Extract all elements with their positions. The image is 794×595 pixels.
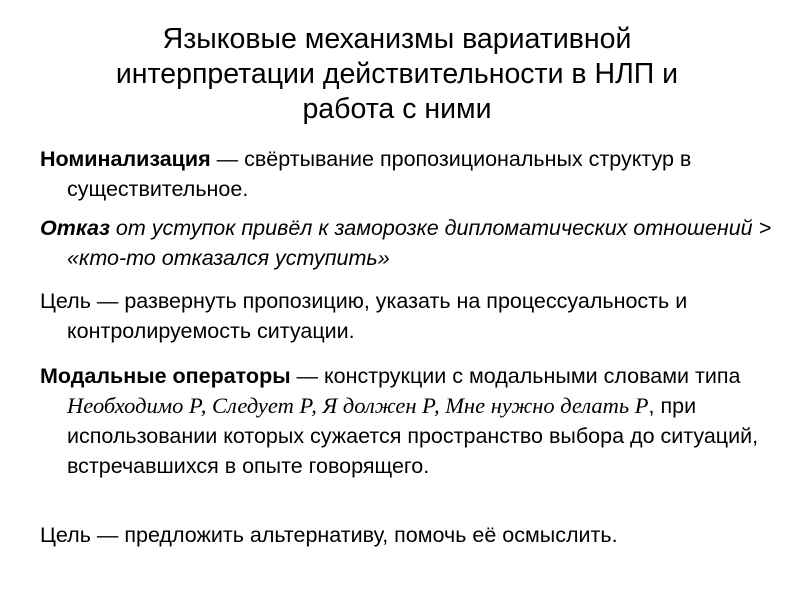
example-text: от уступок привёл к заморозке дипломатических отношений > «кто-то отказался уступить» [67, 216, 772, 270]
nominalization-term: Номинализация [40, 147, 211, 171]
modal-examples: Необходимо Р, Следует Р, Я должен Р, Мне нужно делать Р [67, 393, 649, 418]
nominalization-paragraph [40, 144, 794, 204]
goal-paragraph-1: Цель — развернуть пропозицию, указать на процессуальность и контролируемость ситуации. [40, 289, 688, 343]
title-line-2: интерпретации действительности в НЛП и [115, 58, 679, 90]
modal-operators-paragraph [40, 361, 794, 481]
modal-text-a: — конструкции с модальными словами типа [290, 364, 741, 388]
goal-paragraph-2: Цель — предложить альтернативу, помочь её осмыслить. [40, 523, 618, 547]
example-term: Отказ [40, 216, 110, 240]
title-line-3: работа с ними [302, 93, 492, 125]
modal-term: Модальные операторы [40, 364, 291, 388]
nominalization-definition: — свёртывание пропозициональных структур в существительное. [67, 147, 692, 201]
title-line-1: Языковые механизмы вариативной [162, 23, 632, 55]
example-paragraph [40, 213, 794, 273]
slide-title [40, 22, 754, 127]
modal-text-b: , при использовании которых сужается пространство выбора до ситуаций, встречавшихся в опыте говорящего. [67, 394, 759, 478]
